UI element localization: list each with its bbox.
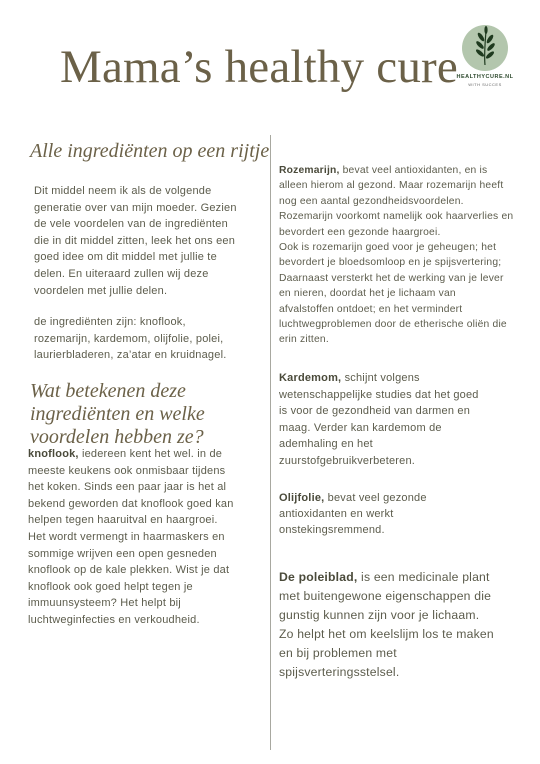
olijfolie-text: bevat veel gezonde antioxidanten en werkt onstekingsremmend. [279, 492, 427, 536]
intro-paragraph: Dit middel neem ik als de volgende generatie over van mijn moeder. Gezien de vele voordelen van de ingrediënten die in dit middel zitten, leek het ons een goed idee om dit middel met jullie te delen. En uiteraard zullen wij deze voordelen met jullie delen. [34, 185, 237, 297]
section-heading-ingredients: Alle ingrediënten op een rijtje [30, 140, 270, 162]
kardemom-keyword: Kardemom, [279, 372, 342, 384]
olive-branch-icon [462, 25, 508, 71]
column-divider [270, 135, 271, 750]
page-title: Mama’s healthy cure [60, 41, 458, 93]
rozemarijn-paragraph [279, 163, 534, 348]
logo-subtitle: WITH SUCCES [468, 82, 502, 87]
knoflook-text: iedereen kent het wel. in de meeste keukens ook onmisbaar tijdens het koken. Sinds een paar jaar is het al bekend geworden dat knoflook goed kan helpen tegen haaruitval en haargroei. Het wordt vermengt in haarmaskers en sommige wrijven een open gesneden knoflook op de kale plekken. Wist je dat knoflook ook goed helpt tegen je immuunsysteem? Het helpt bij luchtweginfecties en verkoudheid. [28, 448, 234, 626]
kardemom-text: schijnt volgens wetenschappelijke studies dat het goed is voor de gezondheid van darmen en maag. Verder kan kardemom de ademhaling en het zuurstofgebruikverbeteren. [279, 372, 479, 467]
poleiblad-keyword: De poleiblad, [279, 570, 358, 584]
logo-name: HEALTHYCURE.NL [456, 74, 514, 80]
knoflook-keyword: knoflook, [28, 448, 79, 460]
knoflook-paragraph [28, 446, 270, 629]
poleiblad-paragraph [279, 568, 534, 682]
poleiblad-text: is een medicinale plant met buitengewone eigenschappen die gunstig kunnen zijn voor je lichaam. Zo helpt het om keelslijm los te maken en bij problemen met spijsverteringsstelsel. [279, 570, 494, 679]
rozemarijn-keyword: Rozemarijn, [279, 165, 340, 176]
logo-text [440, 74, 530, 88]
rozemarijn-text: bevat veel antioxidanten, en is alleen hierom al gezond. Maar rozemarijn heeft nog een aantal gezondheidsvoordelen. Rozemarijn voorkomt namelijk ook haarverlies en bevordert een gezonde haargroei. Ook is rozemarijn goed voor je geheugen; het bevordert je bloedsomloop en je spijsvertering; Daarnaast versterkt het de werking van je lever en nieren, doordat het je lichaam van afvalstoffen ontdoet; en het vermindert luchtwegproblemen door de etherische oliën die erin zitten. [279, 165, 514, 346]
ingredients-paragraph: de ingrediënten zijn: knoflook, rozemarijn, kardemom, olijfolie, polei, laurierbladeren, za’atar en kruidnagel. [34, 316, 227, 362]
olijfolie-keyword: Olijfolie, [279, 492, 325, 504]
kardemom-paragraph [279, 370, 534, 469]
olijfolie-paragraph [279, 490, 534, 538]
section-heading-benefits: Wat betekenen deze ingrediënten en welke voordelen hebben ze? [30, 380, 205, 448]
